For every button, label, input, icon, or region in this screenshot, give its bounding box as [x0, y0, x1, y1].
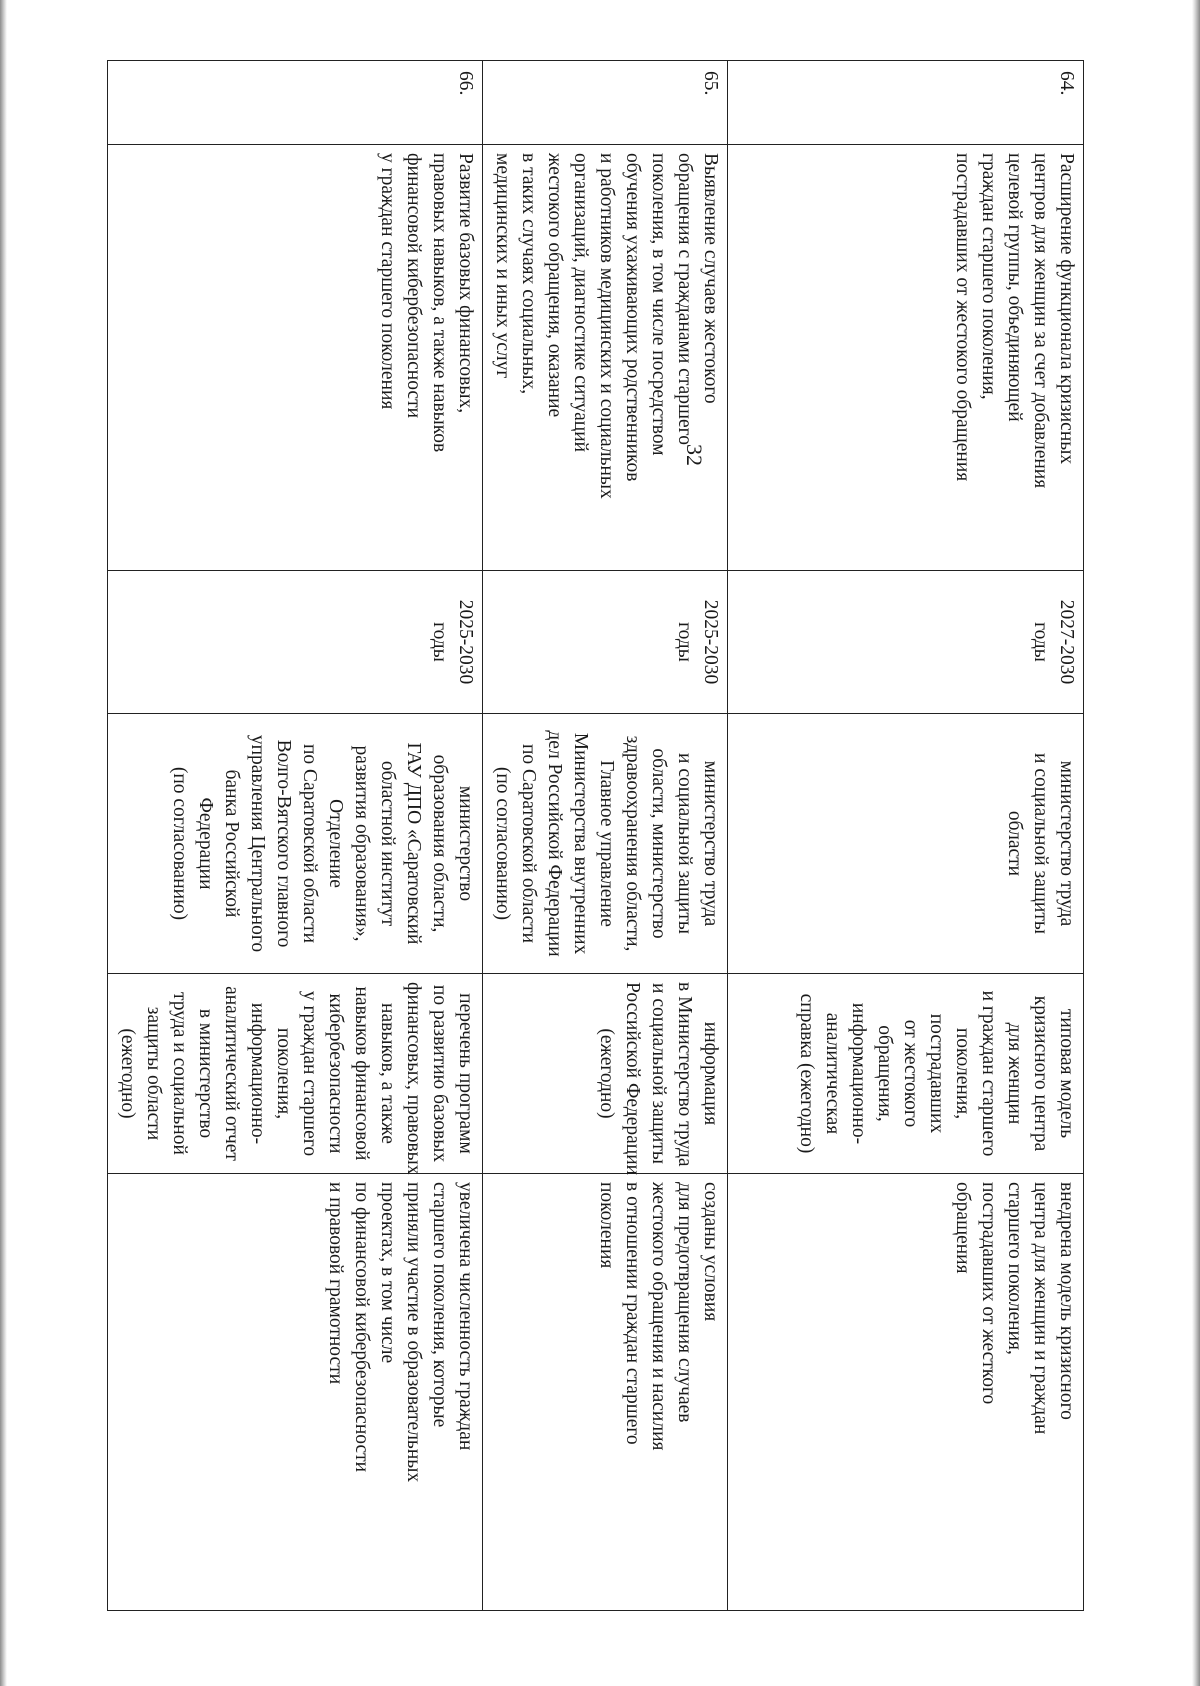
cell-line: центров для женщин за счет добавления — [1030, 153, 1051, 489]
cell-line: для предотвращения случаев — [674, 1182, 695, 1423]
cell-line: и граждан старшего — [978, 990, 999, 1157]
cell-line: области, министерство — [648, 748, 669, 939]
executors-cell — [728, 714, 1084, 974]
row-number-cell — [728, 61, 1084, 145]
executors-cell — [108, 714, 483, 974]
cell-line: у граждан старшего поколения — [377, 153, 398, 410]
table-row — [483, 61, 728, 1611]
cell-line: проектах, в том числе — [377, 1182, 398, 1364]
scan-edge-left — [0, 0, 7, 1686]
cell-line: годы — [429, 622, 450, 662]
cell-line: старшего поколения, — [1004, 1182, 1025, 1355]
cell-line: Волго-Вятского главного — [273, 739, 294, 948]
period-cell — [728, 571, 1084, 714]
executors-cell — [483, 714, 728, 974]
cell-line: по развитию базовых — [429, 984, 450, 1163]
cell-line: годы — [1030, 622, 1051, 662]
cell-line: 2027-2030 — [1056, 599, 1077, 685]
cell-line: Расширение функционала кризисных — [1056, 153, 1077, 465]
row-number: 64. — [1056, 71, 1077, 96]
document-cell — [483, 974, 728, 1174]
result-cell — [728, 1174, 1084, 1611]
cell-line: министерство труда — [1056, 760, 1077, 927]
page-number-text: 32 — [682, 444, 707, 466]
cell-line: от жестокого — [900, 1019, 921, 1128]
cell-line: кризисного центра — [1030, 995, 1051, 1152]
cell-line: кибербезопасности — [325, 993, 346, 1154]
result-cell — [483, 1174, 728, 1611]
cell-line: пострадавших от жестокого обращения — [952, 153, 973, 482]
measure-cell — [728, 145, 1084, 571]
cell-line: жестокого обращения, оказание — [544, 153, 565, 418]
measures-table — [107, 60, 1084, 1611]
cell-line: целевой группы, объединяющей — [1004, 153, 1025, 422]
cell-line: защиты области — [143, 1006, 164, 1141]
cell-line: перечень программ — [455, 993, 476, 1154]
cell-line: увеличена численность граждан — [455, 1182, 476, 1451]
cell-line: Российской Федерации — [622, 982, 643, 1176]
cell-line: жестокого обращения и насилия — [648, 1182, 669, 1451]
cell-line: в таких случаях социальных, — [518, 153, 539, 395]
cell-line: Выявление случаев жестокого — [700, 153, 721, 404]
cell-line: граждан старшего поколения, — [978, 153, 999, 400]
measure-cell — [483, 145, 728, 571]
cell-line: центра для женщин и граждан — [1030, 1182, 1051, 1435]
cell-line: пострадавших от жесткого — [978, 1182, 999, 1405]
cell-line: Развитие базовых финансовых, — [455, 153, 476, 414]
cell-line: ГАУ ДПО «Саратовский — [403, 742, 424, 945]
cell-line: Федерации — [195, 797, 216, 890]
cell-line: поколения — [596, 1182, 617, 1269]
cell-line: банка Российской — [221, 769, 242, 918]
cell-line: Отделение — [325, 799, 346, 888]
cell-line: поколения, — [952, 1027, 973, 1120]
table-row — [108, 61, 483, 1611]
cell-line: министерство — [455, 785, 476, 902]
scan-edge-right — [1192, 0, 1200, 1686]
cell-line: у граждан старшего — [299, 990, 320, 1157]
cell-line: старшего поколения, которые — [429, 1182, 450, 1428]
cell-line: годы — [674, 622, 695, 662]
measures-table-frame — [117, 60, 1084, 1610]
cell-line: информационно- — [848, 1002, 869, 1145]
cell-line: Министерства внутренних — [570, 732, 591, 955]
cell-line: финансовой кибербезопасности — [403, 153, 424, 419]
cell-line: обучения ухаживающих родственников — [622, 153, 643, 482]
cell-line: медицинских и иных услуг — [492, 153, 513, 379]
cell-line: в отношении граждан старшего — [622, 1182, 643, 1445]
cell-line: организаций, диагностике ситуаций — [570, 153, 591, 453]
cell-line: по Саратовской области — [518, 743, 539, 944]
cell-line: Главное управление — [596, 760, 617, 927]
period-cell — [483, 571, 728, 714]
cell-line: развития образования», — [351, 745, 372, 942]
cell-line: 2025-2030 — [700, 599, 721, 685]
cell-line: типовая модель — [1056, 1008, 1077, 1139]
cell-line: образования области, — [429, 754, 450, 933]
cell-line: справка (ежегодно) — [796, 993, 817, 1154]
cell-line: аналитическая — [822, 1012, 843, 1135]
cell-line: и социальной защиты — [648, 983, 669, 1164]
cell-line: информация — [700, 1021, 721, 1126]
cell-line: приняли участие в образовательных — [403, 1182, 424, 1483]
cell-line: (по согласованию) — [169, 766, 190, 921]
cell-line: и правовой грамотности — [325, 1182, 346, 1385]
cell-line: и работников медицинских и социальных — [596, 153, 617, 499]
cell-line: обращения с гражданами старшего — [674, 153, 695, 445]
row-number: 66. — [455, 71, 476, 96]
cell-line: навыков финансовой — [351, 986, 372, 1161]
cell-line: областной институт — [377, 760, 398, 927]
cell-line: в министерство — [195, 1008, 216, 1139]
cell-line: поколения, в том числе посредством — [648, 153, 669, 456]
cell-line: внедрена модель кризисного — [1056, 1182, 1077, 1420]
cell-line: и социальной защиты — [674, 753, 695, 934]
cell-line: труда и социальной — [169, 992, 190, 1155]
cell-line: поколения, — [273, 1027, 294, 1120]
cell-line: области — [1004, 810, 1025, 877]
cell-line: правовых навыков, а также навыков — [429, 153, 450, 453]
cell-line: по финансовой кибербезопасности — [351, 1182, 372, 1473]
cell-line: финансовых, правовых — [403, 982, 424, 1175]
cell-line: министерство труда — [700, 760, 721, 927]
cell-line: (ежегодно) — [596, 1028, 617, 1119]
cell-line: аналитический отчет — [221, 986, 242, 1161]
row-number: 65. — [700, 71, 721, 96]
cell-line: и социальной защиты — [1030, 753, 1051, 934]
cell-line: для женщин — [1004, 1022, 1025, 1125]
cell-line: информационно- — [247, 1002, 268, 1145]
period-cell — [108, 571, 483, 714]
cell-line: (по согласованию) — [492, 766, 513, 921]
cell-line: 2025-2030 — [455, 599, 476, 685]
row-number-cell — [108, 61, 483, 145]
cell-line: навыков, а также — [377, 1003, 398, 1144]
cell-line: по Саратовской области — [299, 743, 320, 944]
cell-line: обращения, — [874, 1025, 895, 1122]
cell-line: дел Российской Федерации — [544, 730, 565, 957]
result-cell — [108, 1174, 483, 1611]
cell-line: пострадавших — [926, 1013, 947, 1134]
cell-line: в Министерство труда — [674, 982, 695, 1167]
document-cell — [108, 974, 483, 1174]
cell-line: управления Центрального — [247, 734, 268, 953]
table-row — [728, 61, 1084, 1611]
cell-line: созданы условия — [700, 1182, 721, 1322]
cell-line: (ежегодно) — [117, 1028, 138, 1119]
document-cell — [728, 974, 1084, 1174]
cell-line: здравоохранения области, — [622, 735, 643, 952]
row-number-cell — [483, 61, 728, 145]
measure-cell — [108, 145, 483, 571]
cell-line: обращения — [952, 1182, 973, 1274]
